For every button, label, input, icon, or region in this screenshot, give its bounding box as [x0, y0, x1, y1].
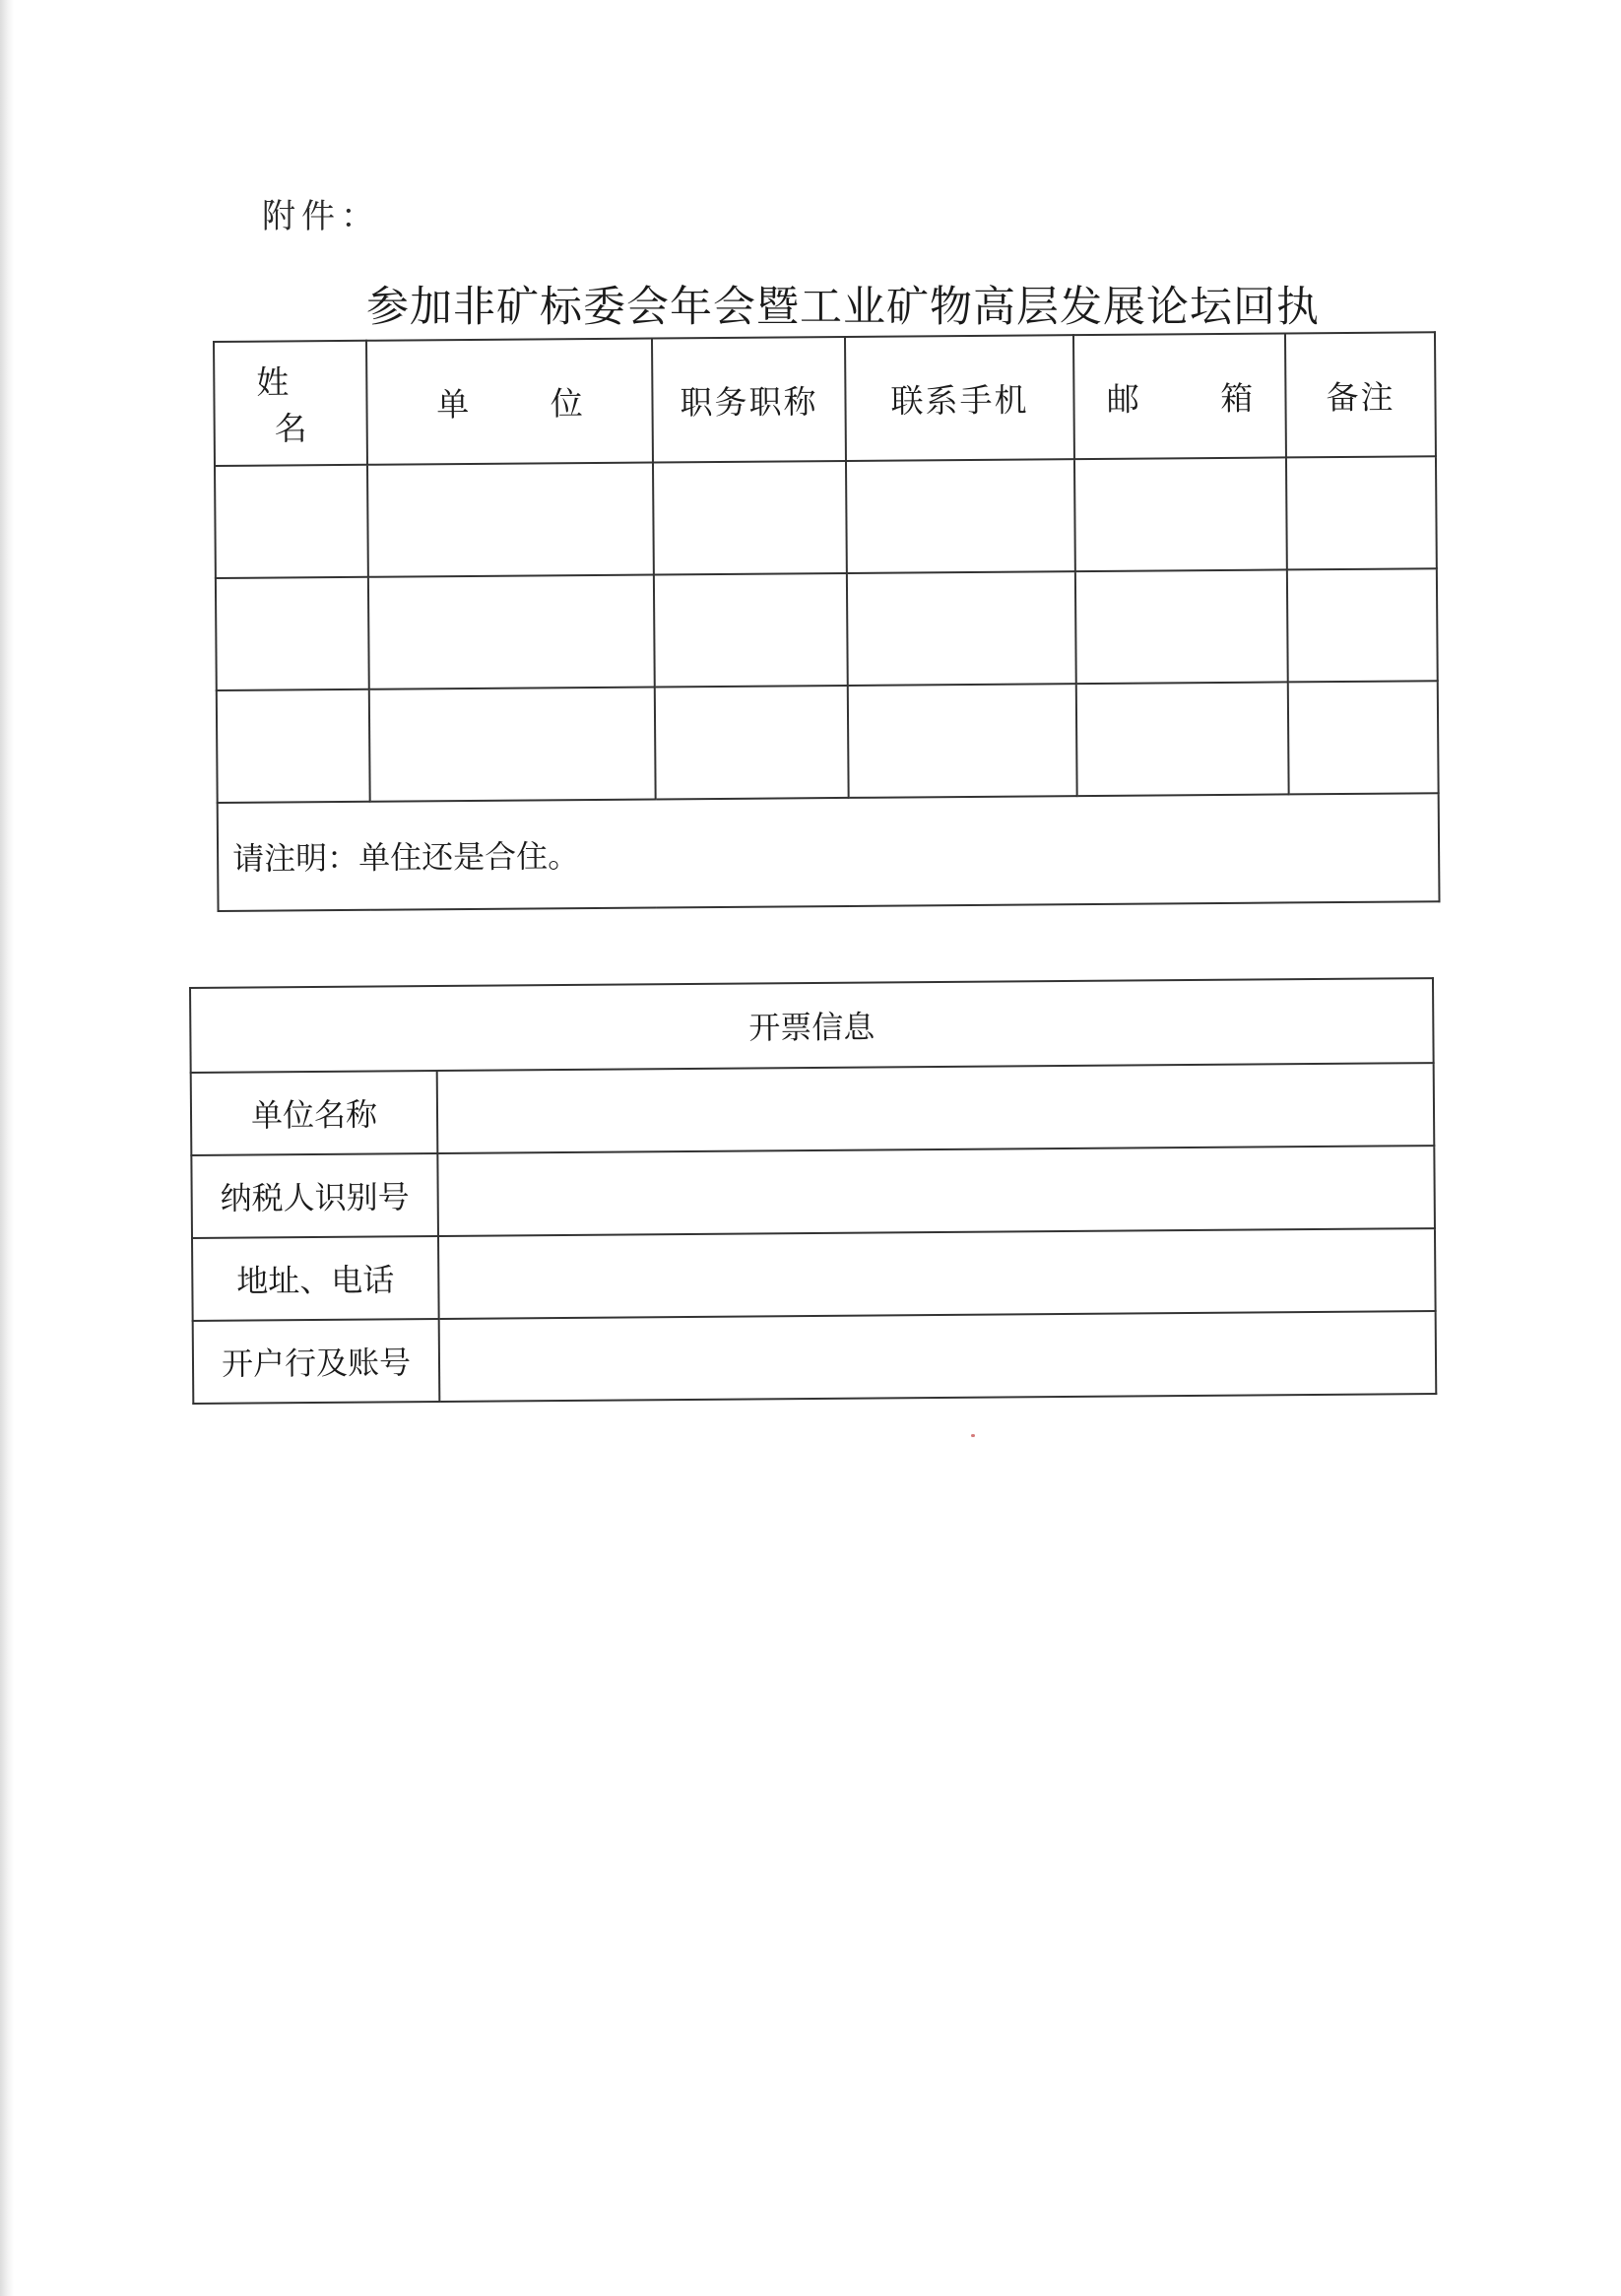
cell-remarks-input[interactable] [1286, 456, 1437, 569]
taxpayer-id-field[interactable] [437, 1146, 1435, 1236]
attachment-label: 附件： [262, 197, 380, 236]
registration-table [213, 331, 1441, 912]
cell-organization-input[interactable] [369, 687, 656, 801]
company-name-field[interactable] [437, 1063, 1435, 1153]
invoice-heading: 开票信息 [190, 978, 1434, 1073]
header-mobile: 联系手机 [845, 335, 1074, 461]
header-email: 邮 箱 [1073, 333, 1286, 459]
scan-speck [971, 1434, 975, 1437]
bank-account-field[interactable] [439, 1311, 1437, 1402]
header-position-title: 职务职称 [652, 337, 846, 463]
address-phone-field[interactable] [438, 1228, 1436, 1319]
cell-mobile-input[interactable] [847, 571, 1076, 686]
cell-mobile-input[interactable] [848, 684, 1077, 798]
cell-email-input[interactable] [1076, 682, 1289, 796]
invoice-label: 单位名称 [191, 1071, 438, 1155]
table-row [217, 681, 1439, 803]
registration-header-row [214, 332, 1436, 466]
invoice-table [189, 977, 1437, 1405]
invoice-header-row [190, 978, 1434, 1073]
table-row [216, 568, 1438, 690]
table-row [215, 456, 1437, 578]
header-remarks: 备注 [1285, 332, 1436, 457]
accommodation-note: 请注明：单住还是合住。 [218, 793, 1440, 911]
cell-name-input[interactable] [215, 465, 368, 578]
cell-remarks-input[interactable] [1287, 568, 1438, 682]
invoice-label: 纳税人识别号 [191, 1153, 438, 1238]
cell-position-input[interactable] [654, 573, 848, 688]
invoice-row-bank-account [193, 1311, 1437, 1404]
cell-organization-input[interactable] [367, 462, 654, 576]
cell-name-input[interactable] [217, 689, 370, 803]
invoice-row-taxpayer-id [191, 1146, 1435, 1238]
scan-page-edge [0, 0, 14, 2296]
cell-organization-input[interactable] [368, 574, 655, 689]
cell-position-input[interactable] [653, 461, 847, 575]
cell-email-input[interactable] [1074, 457, 1287, 571]
header-name: 姓 名 [214, 341, 367, 466]
invoice-row-company-name [191, 1063, 1435, 1155]
cell-name-input[interactable] [216, 577, 369, 690]
document-title: 参加非矿标委会年会暨工业矿物高层发展论坛回执 [366, 283, 1320, 332]
invoice-label: 开户行及账号 [193, 1319, 440, 1404]
header-organization: 单 位 [366, 338, 653, 464]
cell-email-input[interactable] [1075, 569, 1288, 684]
invoice-row-address-phone [192, 1228, 1436, 1321]
invoice-label: 地址、电话 [192, 1236, 439, 1321]
accommodation-note-row [218, 793, 1440, 911]
cell-mobile-input[interactable] [846, 459, 1075, 573]
cell-remarks-input[interactable] [1288, 681, 1439, 794]
cell-position-input[interactable] [655, 686, 849, 800]
